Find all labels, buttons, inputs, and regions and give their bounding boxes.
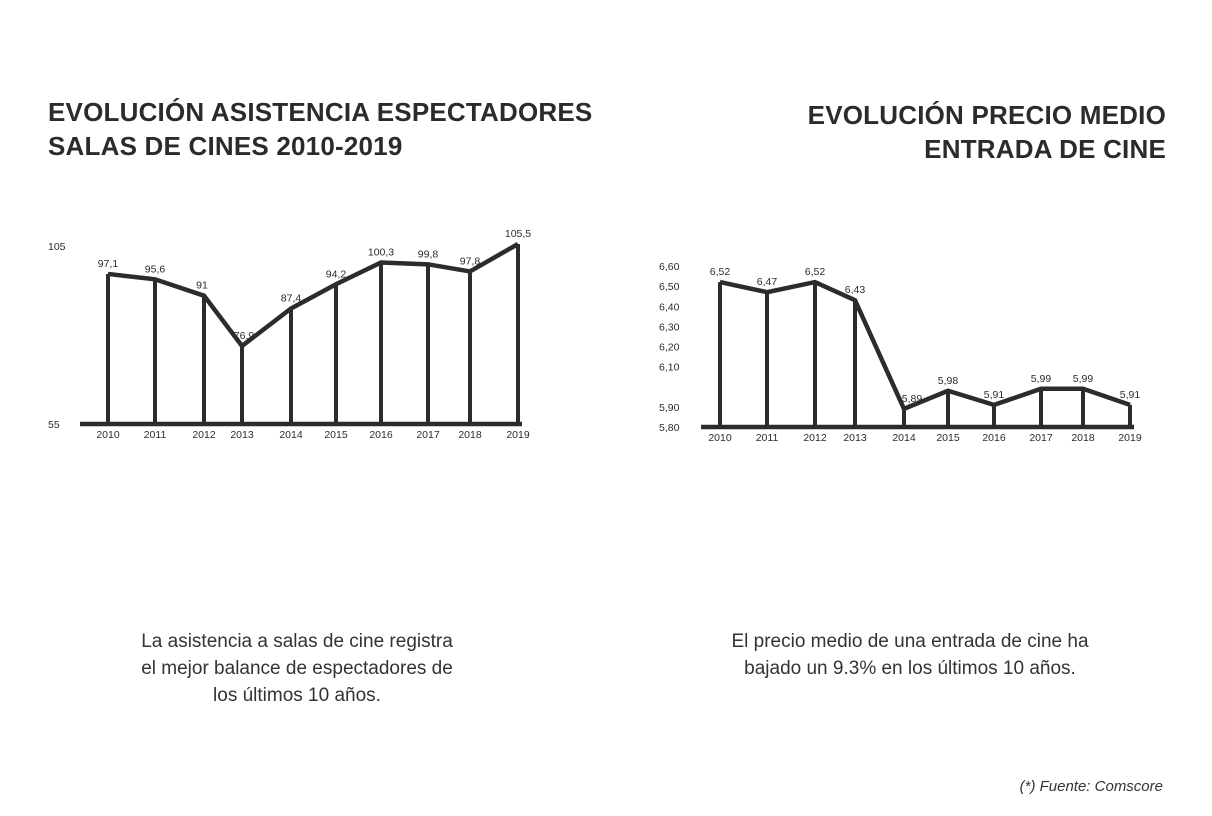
price-data-label-2011: 6,47 (756, 276, 778, 289)
price-data-label-2015: 5,98 (937, 374, 959, 387)
attendance-x-tick-2019: 2019 (506, 429, 530, 441)
price-series-line (720, 282, 1130, 409)
attendance-x-tick-2016: 2016 (369, 429, 393, 441)
price-data-label-2018: 5,99 (1072, 372, 1094, 385)
attendance-x-tick-2015: 2015 (324, 429, 348, 441)
price-title-line-2: ENTRADA DE CINE (924, 134, 1166, 164)
attendance-data-label-2015: 94,2 (325, 268, 347, 281)
attendance-x-tick-2018: 2018 (458, 429, 482, 441)
attendance-x-tick-2012: 2012 (192, 429, 216, 441)
price-data-label-2013: 6,43 (844, 284, 866, 297)
attendance-data-label-2018: 97,8 (459, 255, 481, 268)
attendance-x-tick-2011: 2011 (143, 429, 167, 441)
price-x-tick-2018: 2018 (1071, 432, 1095, 444)
price-x-tick-2017: 2017 (1029, 432, 1053, 444)
price-y-tick-6,30: 6,30 (659, 321, 680, 334)
price-data-label-2010: 6,52 (709, 266, 731, 279)
price-data-label-2014: 5,89 (901, 392, 923, 405)
attendance-data-label-2017: 99,8 (417, 248, 439, 261)
attendance-caption (97, 628, 497, 709)
price-x-tick-2010: 2010 (708, 432, 732, 444)
price-x-tick-2012: 2012 (803, 432, 827, 444)
price-caption (680, 628, 1140, 682)
source-note: (*) Fuente: Comscore (1019, 778, 1163, 795)
price-caption-line-2: bajado un 9.3% en los últimos 10 años. (744, 658, 1076, 679)
attendance-data-label-2019: 105,5 (504, 228, 532, 240)
price-data-label-2012: 6,52 (804, 266, 826, 279)
attendance-data-label-2010: 97,1 (97, 257, 119, 270)
attendance-x-tick-2013: 2013 (230, 429, 254, 441)
price-caption-line-1: El precio medio de una entrada de cine ha (731, 631, 1089, 652)
price-data-label-2019: 5,91 (1119, 388, 1141, 401)
price-x-tick-2011: 2011 (755, 432, 779, 444)
price-x-tick-2015: 2015 (936, 432, 960, 444)
price-x-tick-2014: 2014 (892, 432, 916, 444)
attendance-data-label-2011: 95,6 (144, 263, 166, 276)
attendance-x-tick-2017: 2017 (416, 429, 440, 441)
price-x-tick-2016: 2016 (982, 432, 1006, 444)
price-data-label-2016: 5,91 (983, 388, 1005, 401)
attendance-y-tick-105: 105 (48, 240, 66, 253)
price-x-tick-2019: 2019 (1118, 432, 1142, 444)
attendance-x-tick-2010: 2010 (96, 429, 120, 441)
price-y-tick-6,40: 6,40 (659, 301, 680, 314)
price-y-tick-5,80: 5,80 (659, 422, 680, 434)
attendance-data-label-2014: 87,4 (280, 292, 302, 305)
attendance-caption-line-1: La asistencia a salas de cine registra (141, 631, 453, 652)
attendance-title-line-1: EVOLUCIÓN ASISTENCIA ESPECTADORES (48, 97, 593, 127)
attendance-x-tick-2014: 2014 (279, 429, 303, 441)
price-y-tick-6,10: 6,10 (659, 361, 680, 374)
price-y-tick-6,20: 6,20 (659, 341, 680, 354)
attendance-data-label-2012: 91 (196, 279, 208, 292)
attendance-data-label-2016: 100,3 (367, 246, 395, 259)
price-y-tick-6,60: 6,60 (659, 261, 680, 273)
price-y-tick-6,50: 6,50 (659, 281, 680, 294)
price-title-line-1: EVOLUCIÓN PRECIO MEDIO (807, 100, 1166, 130)
price-y-tick-5,90: 5,90 (659, 401, 680, 414)
attendance-y-tick-55: 55 (48, 419, 60, 431)
attendance-title-line-2: SALAS DE CINES 2010-2019 (48, 131, 403, 161)
attendance-caption-line-2: el mejor balance de espectadores de (141, 658, 453, 679)
price-x-tick-2013: 2013 (843, 432, 867, 444)
attendance-caption-line-3: los últimos 10 años. (213, 685, 381, 706)
attendance-data-label-2013: 76,9 (233, 329, 255, 342)
price-data-label-2017: 5,99 (1030, 372, 1052, 385)
